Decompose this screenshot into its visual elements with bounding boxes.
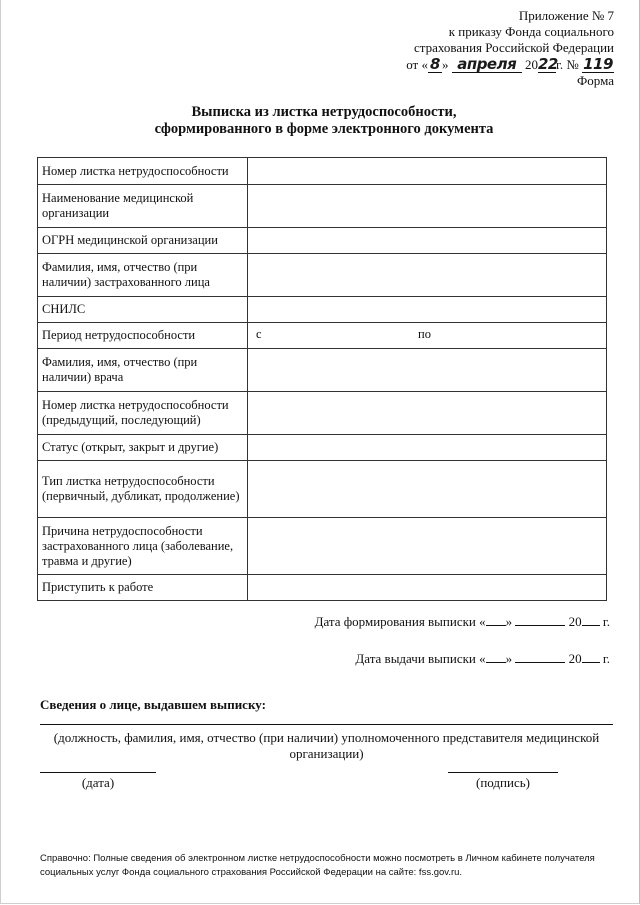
date-signature-line[interactable] (40, 772, 156, 773)
row-value[interactable] (248, 461, 607, 518)
table-row (38, 297, 607, 323)
period-from-label: с (256, 327, 262, 341)
row-label: Фамилия, имя, отчество (при наличии) врача (38, 349, 248, 392)
row-value[interactable] (248, 297, 607, 323)
row-value[interactable] (248, 518, 607, 575)
table-row (38, 575, 607, 601)
period-to-label: по (418, 327, 431, 341)
row-label: Фамилия, имя, отчество (при наличии) застрахованного лица (38, 254, 248, 297)
signature-caption: (подпись) (476, 775, 530, 790)
row-value[interactable] (248, 349, 607, 392)
row-label: Тип листка нетрудоспособности (первичный, дубликат, продолжение) (38, 461, 248, 518)
period-cell[interactable] (248, 323, 607, 349)
row-label: Причина нетрудоспособности застрахованного лица (заболевание, травма и другие) (38, 518, 248, 575)
order-date-line (374, 56, 614, 73)
table-row (38, 228, 607, 254)
order-number: 119 (583, 55, 613, 73)
table-row (38, 349, 607, 392)
title-line-2: сформированного в форме электронного документа (154, 121, 494, 137)
title-line-1: Выписка из листка нетрудоспособности, (191, 104, 457, 120)
order-header (374, 8, 614, 89)
row-value[interactable] (248, 228, 607, 254)
row-label: СНИЛС (38, 297, 248, 323)
position-line[interactable] (40, 724, 613, 725)
sick-leave-table (37, 157, 607, 601)
document-title (40, 104, 608, 138)
formation-year-field[interactable] (582, 613, 600, 626)
order-day-quote: » (441, 57, 449, 72)
formation-year-prefix: 20 (568, 614, 582, 629)
form-label: Форма (577, 73, 614, 88)
row-value[interactable] (248, 158, 607, 185)
row-label: Приступить к работе (38, 575, 248, 601)
table-row (38, 392, 607, 435)
issue-year-prefix: 20 (568, 651, 582, 666)
formation-date-quote: » (505, 614, 513, 629)
row-label: ОГРН медицинской организации (38, 228, 248, 254)
formation-date-label: Дата формирования выписки « (314, 614, 486, 629)
formation-day-field[interactable] (486, 613, 506, 626)
issue-month-field[interactable] (515, 650, 565, 663)
table-row (38, 158, 607, 185)
formation-year-suffix: г. (602, 614, 610, 629)
row-label: Номер листка нетрудоспособности (предыдущий, последующий) (38, 392, 248, 435)
table-row (38, 518, 607, 575)
appendix-number: Приложение № 7 (518, 8, 614, 23)
row-label: Номер листка нетрудоспособности (38, 158, 248, 185)
table-row (38, 323, 607, 349)
row-value[interactable] (248, 254, 607, 297)
formation-month-field[interactable] (515, 613, 565, 626)
issuer-section-title: Сведения о лице, выдавшем выписку: (40, 697, 266, 712)
date-caption: (дата) (81, 775, 115, 790)
row-label: Период нетрудоспособности (38, 323, 248, 349)
issue-year-suffix: г. (602, 651, 610, 666)
row-value[interactable] (248, 435, 607, 461)
row-value[interactable] (248, 392, 607, 435)
signature-line[interactable] (448, 772, 558, 773)
table-row (38, 461, 607, 518)
row-label: Статус (открыт, закрыт и другие) (38, 435, 248, 461)
position-caption: (должность, фамилия, имя, отчество (при наличии) уполномоченного представителя медицинской организации) (53, 730, 600, 761)
order-year: 22 (537, 55, 558, 73)
order-date-prefix: от « (406, 57, 428, 72)
table-row (38, 435, 607, 461)
issue-date-quote: » (505, 651, 513, 666)
issue-date-label: Дата выдачи выписки « (355, 651, 486, 666)
table-row (38, 185, 607, 228)
order-year-prefix: 20 (524, 57, 538, 72)
table-row (38, 254, 607, 297)
issue-day-field[interactable] (486, 650, 506, 663)
order-reference: к приказу Фонда социального (448, 24, 614, 39)
row-value[interactable] (248, 575, 607, 601)
order-month: апреля (452, 56, 522, 73)
issue-date-line (355, 650, 610, 667)
row-label: Наименование медицинской организации (38, 185, 248, 228)
order-day: 8 (428, 56, 442, 73)
row-value[interactable] (248, 185, 607, 228)
reference-footnote: Справочно: Полные сведения об электронном листке нетрудоспособности можно посмотреть в Личном кабинете получателя социальных услуг Фонда социального страхования Российской Федерации на сайте: fss.gov.ru. (40, 853, 595, 878)
order-authority: страхования Российской Федерации (414, 40, 614, 55)
formation-date-line (315, 613, 610, 630)
order-number-prefix: г. № (555, 57, 579, 72)
issue-year-field[interactable] (582, 650, 600, 663)
